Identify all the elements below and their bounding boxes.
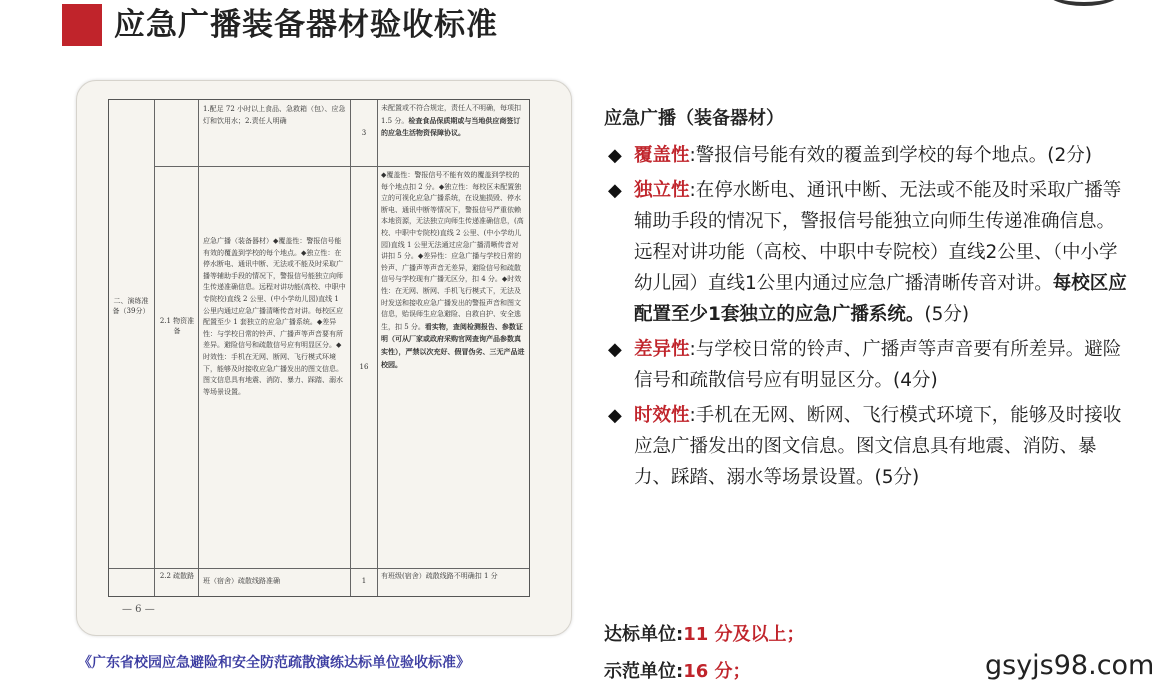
list-item — [608, 175, 1128, 330]
decorative-arc — [1044, 0, 1124, 6]
page-title: 应急广播装备器材验收标准 — [114, 7, 498, 43]
standard-unit-line — [604, 620, 805, 646]
list-item — [608, 140, 1128, 171]
diamond-bullet-icon: ◆ — [608, 145, 622, 166]
table-cell-score: 16 — [359, 363, 369, 371]
table-cell-content: 1.配足 72 小时以上食品、急救箱（包）、应急灯和饮用水；2.责任人明确 — [203, 105, 346, 125]
criterion-text: 在停水断电、通讯中断、无法或不能及时采取广播等辅助手段的情况下，警报信号能独立向师生传递准确信息。远程对讲功能（高校、中职中专院校）直线2公里、（中小学幼儿园）直线1公里内通过应急广播清晰传音对讲。 — [634, 180, 1122, 294]
table-divider — [154, 166, 529, 167]
criterion-text: 与学校日常的铃声、广播声等声音要有所差异。避险信号和疏散信号应有明显区分。(4分) — [634, 339, 1122, 391]
watermark: gsyjs98.com — [985, 650, 1155, 681]
criterion-separator: : — [689, 405, 696, 426]
table-cell-content: 班（宿舍）疏散线路准确 — [203, 577, 280, 585]
criterion-text: 手机在无网、断网、飞行模式环境下，能够及时接收应急广播发出的图文信息。图文信息具有地震、消防、暴力、踩踏、溺水等场景设置。(5分) — [634, 405, 1122, 488]
criterion-key: 时效性 — [634, 405, 690, 426]
standard-unit-label: 达标单位: — [604, 624, 684, 645]
demo-unit-value: 16 分； — [683, 661, 751, 682]
criterion-separator: : — [689, 180, 696, 201]
demo-unit-line — [604, 657, 751, 683]
title-accent-bar — [62, 4, 102, 46]
criterion-separator: : — [689, 339, 696, 360]
criterion-separator: : — [689, 145, 696, 166]
document-caption: 《广东省校园应急避险和安全防范疏散演练达标单位验收标准》 — [78, 655, 470, 671]
table-cell-subsection: 2.1 物资准备 — [159, 317, 195, 335]
panel-heading: 应急广播（装备器材） — [604, 108, 784, 129]
table-cell-subsection: 2.2 疏散路 — [159, 572, 195, 580]
rule-text-bold: 检查食品保质期或与当地供应商签订的应急生活物资保障协议。 — [381, 115, 521, 138]
rule-text: 未配置或不符合规定，责任人不明确，每项扣 1.5 分。 — [381, 104, 521, 125]
table-cell-rule — [381, 103, 525, 165]
rule-text: ◆覆盖性：警报信号不能有效的覆盖到学校的每个地点扣 2 分。◆独立性：每校区未配置独立的可视化应急广播系统，在设施损毁、停水断电、通讯中断等情况下，警报信号严重依赖本地资源，无法独立向师生传递准确信息，(高校、中职中专院校)直线 2 公里、(中小学幼儿园)直线 1 公里无法通过应急广播清晰传音对讲扣 5 分。◆差异性：应急广播与学校日常的铃声、广播声等声音无差异，避险信号和疏散信号与学校现有广播无区分，扣 4 分。◆时效性：在无网、断网、手机飞行模式下，无法及时发送和接收应急广播发出的警报声音和图文信息，贻误师生应急避险、自救自护、安全逃生，扣 5 分。 — [381, 171, 524, 331]
table-cell-rule: 有班级(宿舍）疏散线路不明确扣 1 分 — [381, 572, 498, 580]
document-table — [108, 99, 530, 597]
page-number: — 6 — — [122, 604, 155, 615]
criteria-list — [608, 140, 1128, 497]
table-cell-score: 1 — [361, 577, 367, 585]
criterion-key: 覆盖性 — [634, 145, 690, 166]
criterion-score: (5分) — [924, 304, 970, 325]
table-divider — [154, 100, 155, 596]
table-cell-score: 3 — [361, 129, 367, 137]
criterion-key: 差异性 — [634, 339, 690, 360]
table-cell-rule — [381, 170, 525, 566]
rule-text-bold: 看实物，查阅检测报告、参数证明（可从厂家或政府采购官网查询产品参数真实性），严禁以次充好、假冒伪劣、三无产品进校园。 — [381, 321, 525, 369]
table-cell-content: 应急广播（装备器材）◆覆盖性：警报信号能有效的覆盖到学校的每个地点。◆独立性：在停水断电、通讯中断、无法或不能及时采取广播等辅助手段的情况下，警报信号能独立向师生传递准确信息。远程对讲功能(高校、中职中专院校)直线 2 公里、(中小学幼儿园)直线 1 公里内通过应急广播清晰传音对讲。每校区应配置至少 1 套独立的应急广播系统。◆差异性：与学校日常的铃声、广播声等声音要有所差异。避险信号和疏散信号应有明显区分。◆时效性：手机在无网、断网、飞行模式环境下，能够及时接收应急广播发出的图文信息。图文信息具有地震、消防、暴力、踩踏、溺水等场景设置。 — [203, 237, 346, 396]
table-divider — [377, 100, 378, 596]
table-divider — [198, 100, 199, 596]
demo-unit-label: 示范单位: — [604, 661, 684, 682]
criterion-emphasis: 每校区应配置至少1套独立的应急广播系统。 — [634, 273, 1127, 325]
table-divider — [350, 100, 351, 596]
standard-unit-value: 11 分及以上； — [683, 624, 805, 645]
list-item — [608, 334, 1128, 396]
list-item — [608, 400, 1128, 493]
criterion-text: 警报信号能有效的覆盖到学校的每个地点。(2分) — [695, 145, 1092, 166]
table-cell-section: 二、演练准备（39分） — [112, 297, 150, 315]
diamond-bullet-icon: ◆ — [608, 180, 622, 201]
table-divider — [109, 568, 529, 569]
criterion-key: 独立性 — [634, 180, 690, 201]
diamond-bullet-icon: ◆ — [608, 339, 622, 360]
diamond-bullet-icon: ◆ — [608, 405, 622, 426]
